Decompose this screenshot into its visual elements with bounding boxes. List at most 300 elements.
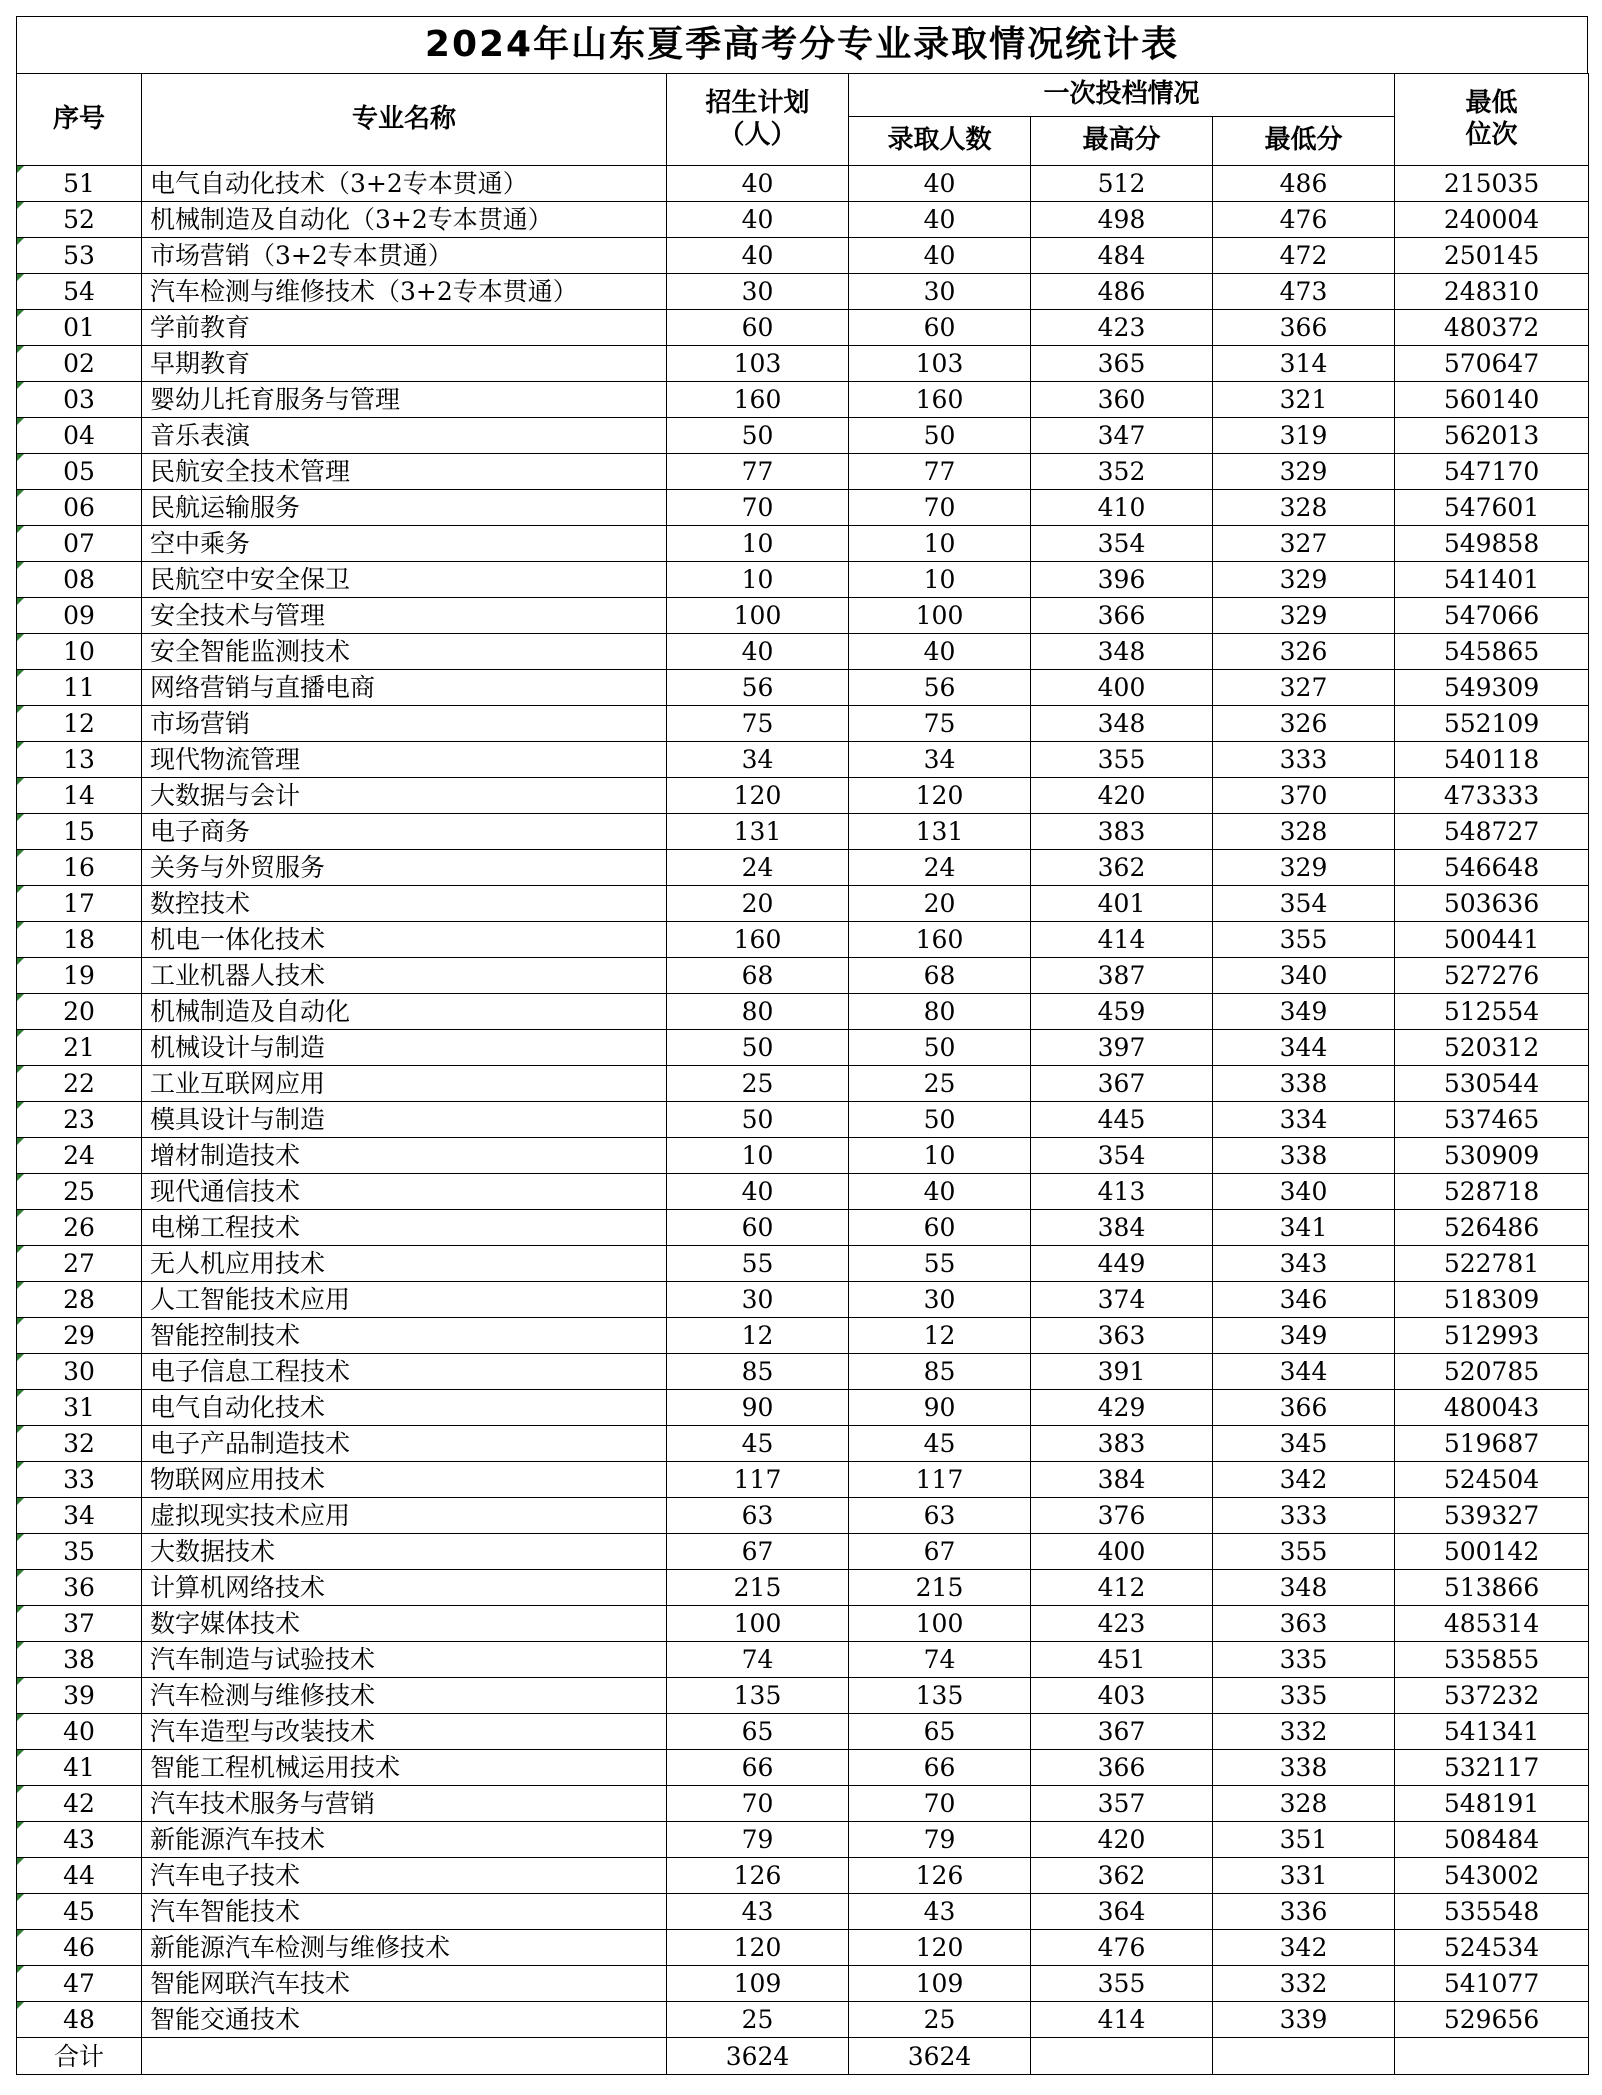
cell-admitted: 100 xyxy=(849,1606,1031,1642)
cell-seq: 24 xyxy=(17,1138,142,1174)
cell-admitted: 50 xyxy=(849,418,1031,454)
cell-max-score: 449 xyxy=(1031,1246,1213,1282)
cell-admitted: 90 xyxy=(849,1390,1031,1426)
cell-min-score: 355 xyxy=(1213,922,1395,958)
cell-min-score: 314 xyxy=(1213,346,1395,382)
cell-min-score: 366 xyxy=(1213,1390,1395,1426)
cell-max-score: 486 xyxy=(1031,274,1213,310)
table-row xyxy=(17,1858,1589,1894)
table-row xyxy=(17,814,1589,850)
cell-min-score: 326 xyxy=(1213,706,1395,742)
cell-min-score: 329 xyxy=(1213,598,1395,634)
table-header xyxy=(17,74,1589,166)
table-row xyxy=(17,1390,1589,1426)
cell-min-score: 334 xyxy=(1213,1102,1395,1138)
table-row xyxy=(17,1426,1589,1462)
cell-min-rank: 560140 xyxy=(1395,382,1589,418)
cell-admitted: 40 xyxy=(849,238,1031,274)
cell-min-rank: 547601 xyxy=(1395,490,1589,526)
cell-plan: 66 xyxy=(667,1750,849,1786)
cell-plan: 126 xyxy=(667,1858,849,1894)
cell-plan: 60 xyxy=(667,1210,849,1246)
cell-plan: 67 xyxy=(667,1534,849,1570)
cell-plan: 160 xyxy=(667,922,849,958)
cell-min-rank: 520312 xyxy=(1395,1030,1589,1066)
cell-admitted: 120 xyxy=(849,778,1031,814)
table-row xyxy=(17,1498,1589,1534)
table-row xyxy=(17,1570,1589,1606)
cell-max-score: 366 xyxy=(1031,598,1213,634)
cell-min-score: 472 xyxy=(1213,238,1395,274)
cell-major-name: 电梯工程技术 xyxy=(142,1210,667,1246)
cell-plan: 75 xyxy=(667,706,849,742)
cell-min-rank: 518309 xyxy=(1395,1282,1589,1318)
header-rank xyxy=(1395,74,1589,166)
cell-major-name: 早期教育 xyxy=(142,346,667,382)
cell-min-score: 329 xyxy=(1213,850,1395,886)
cell-max-score: 400 xyxy=(1031,670,1213,706)
cell-major-name: 关务与外贸服务 xyxy=(142,850,667,886)
cell-max-score: 410 xyxy=(1031,490,1213,526)
cell-min-rank: 535548 xyxy=(1395,1894,1589,1930)
total-name-empty xyxy=(142,2038,667,2075)
cell-max-score: 352 xyxy=(1031,454,1213,490)
cell-major-name: 新能源汽车技术 xyxy=(142,1822,667,1858)
cell-min-rank: 215035 xyxy=(1395,166,1589,202)
cell-plan: 85 xyxy=(667,1354,849,1390)
cell-min-score: 355 xyxy=(1213,1534,1395,1570)
cell-min-score: 338 xyxy=(1213,1138,1395,1174)
cell-major-name: 工业互联网应用 xyxy=(142,1066,667,1102)
cell-min-score: 328 xyxy=(1213,814,1395,850)
table-row xyxy=(17,1606,1589,1642)
cell-max-score: 429 xyxy=(1031,1390,1213,1426)
cell-plan: 70 xyxy=(667,1786,849,1822)
cell-admitted: 25 xyxy=(849,2002,1031,2038)
table-row xyxy=(17,562,1589,598)
header-plan-line1: 招生计划 xyxy=(705,88,810,119)
table-row xyxy=(17,1246,1589,1282)
cell-min-score: 486 xyxy=(1213,166,1395,202)
admission-table xyxy=(16,73,1589,2075)
cell-max-score: 400 xyxy=(1031,1534,1213,1570)
cell-seq: 04 xyxy=(17,418,142,454)
cell-min-score: 338 xyxy=(1213,1750,1395,1786)
cell-seq: 31 xyxy=(17,1390,142,1426)
cell-seq: 42 xyxy=(17,1786,142,1822)
cell-plan: 63 xyxy=(667,1498,849,1534)
cell-major-name: 网络营销与直播电商 xyxy=(142,670,667,706)
cell-seq: 37 xyxy=(17,1606,142,1642)
cell-seq: 43 xyxy=(17,1822,142,1858)
cell-major-name: 汽车技术服务与营销 xyxy=(142,1786,667,1822)
cell-major-name: 民航安全技术管理 xyxy=(142,454,667,490)
cell-plan: 34 xyxy=(667,742,849,778)
cell-min-rank: 503636 xyxy=(1395,886,1589,922)
cell-admitted: 60 xyxy=(849,1210,1031,1246)
cell-admitted: 45 xyxy=(849,1426,1031,1462)
cell-min-score: 333 xyxy=(1213,1498,1395,1534)
cell-plan: 109 xyxy=(667,1966,849,2002)
cell-min-score: 342 xyxy=(1213,1462,1395,1498)
header-plan-line2: （人） xyxy=(718,119,797,150)
cell-major-name: 大数据与会计 xyxy=(142,778,667,814)
cell-admitted: 10 xyxy=(849,526,1031,562)
total-admitted: 3624 xyxy=(849,2038,1031,2075)
table-body xyxy=(17,166,1589,2038)
cell-major-name: 增材制造技术 xyxy=(142,1138,667,1174)
cell-max-score: 383 xyxy=(1031,1426,1213,1462)
cell-seq: 02 xyxy=(17,346,142,382)
cell-min-rank: 512993 xyxy=(1395,1318,1589,1354)
cell-min-rank: 519687 xyxy=(1395,1426,1589,1462)
cell-plan: 25 xyxy=(667,1066,849,1102)
cell-min-score: 327 xyxy=(1213,670,1395,706)
header-max-score: 最高分 xyxy=(1031,117,1213,166)
cell-min-score: 349 xyxy=(1213,1318,1395,1354)
cell-admitted: 65 xyxy=(849,1714,1031,1750)
cell-admitted: 67 xyxy=(849,1534,1031,1570)
cell-max-score: 355 xyxy=(1031,742,1213,778)
cell-plan: 120 xyxy=(667,1930,849,1966)
cell-min-score: 344 xyxy=(1213,1354,1395,1390)
cell-seq: 45 xyxy=(17,1894,142,1930)
cell-max-score: 364 xyxy=(1031,1894,1213,1930)
header-seq: 序号 xyxy=(17,74,142,166)
cell-min-rank: 524534 xyxy=(1395,1930,1589,1966)
table-row xyxy=(17,1210,1589,1246)
cell-max-score: 347 xyxy=(1031,418,1213,454)
cell-min-rank: 545865 xyxy=(1395,634,1589,670)
cell-min-rank: 520785 xyxy=(1395,1354,1589,1390)
cell-min-score: 340 xyxy=(1213,958,1395,994)
cell-plan: 100 xyxy=(667,598,849,634)
cell-seq: 01 xyxy=(17,310,142,346)
cell-major-name: 机械制造及自动化（3+2专本贯通） xyxy=(142,202,667,238)
cell-plan: 56 xyxy=(667,670,849,706)
table-row xyxy=(17,1462,1589,1498)
cell-plan: 80 xyxy=(667,994,849,1030)
cell-admitted: 34 xyxy=(849,742,1031,778)
table-row xyxy=(17,274,1589,310)
cell-seq: 41 xyxy=(17,1750,142,1786)
cell-admitted: 68 xyxy=(849,958,1031,994)
cell-seq: 19 xyxy=(17,958,142,994)
table-row xyxy=(17,202,1589,238)
cell-plan: 79 xyxy=(667,1822,849,1858)
cell-max-score: 374 xyxy=(1031,1282,1213,1318)
total-plan: 3624 xyxy=(667,2038,849,2075)
cell-major-name: 市场营销（3+2专本贯通） xyxy=(142,238,667,274)
cell-min-rank: 250145 xyxy=(1395,238,1589,274)
cell-min-score: 370 xyxy=(1213,778,1395,814)
cell-major-name: 市场营销 xyxy=(142,706,667,742)
cell-max-score: 383 xyxy=(1031,814,1213,850)
cell-max-score: 348 xyxy=(1031,634,1213,670)
cell-max-score: 363 xyxy=(1031,1318,1213,1354)
table-row xyxy=(17,598,1589,634)
cell-min-rank: 524504 xyxy=(1395,1462,1589,1498)
cell-min-score: 332 xyxy=(1213,1714,1395,1750)
cell-plan: 74 xyxy=(667,1642,849,1678)
header-min-score: 最低分 xyxy=(1213,117,1395,166)
table-row xyxy=(17,1750,1589,1786)
cell-seq: 27 xyxy=(17,1246,142,1282)
cell-admitted: 63 xyxy=(849,1498,1031,1534)
cell-min-rank: 528718 xyxy=(1395,1174,1589,1210)
cell-plan: 90 xyxy=(667,1390,849,1426)
table-footer xyxy=(17,2038,1589,2075)
cell-plan: 40 xyxy=(667,202,849,238)
table-row xyxy=(17,1534,1589,1570)
cell-min-rank: 473333 xyxy=(1395,778,1589,814)
cell-min-rank: 549858 xyxy=(1395,526,1589,562)
cell-major-name: 汽车智能技术 xyxy=(142,1894,667,1930)
table-row xyxy=(17,1714,1589,1750)
cell-major-name: 汽车电子技术 xyxy=(142,1858,667,1894)
cell-admitted: 85 xyxy=(849,1354,1031,1390)
cell-min-score: 335 xyxy=(1213,1678,1395,1714)
cell-plan: 43 xyxy=(667,1894,849,1930)
table-row xyxy=(17,1786,1589,1822)
cell-admitted: 135 xyxy=(849,1678,1031,1714)
cell-max-score: 362 xyxy=(1031,850,1213,886)
cell-major-name: 工业机器人技术 xyxy=(142,958,667,994)
cell-min-score: 473 xyxy=(1213,274,1395,310)
cell-major-name: 智能控制技术 xyxy=(142,1318,667,1354)
cell-seq: 30 xyxy=(17,1354,142,1390)
table-row xyxy=(17,994,1589,1030)
cell-seq: 18 xyxy=(17,922,142,958)
cell-seq: 52 xyxy=(17,202,142,238)
cell-admitted: 10 xyxy=(849,1138,1031,1174)
cell-max-score: 367 xyxy=(1031,1714,1213,1750)
table-row xyxy=(17,1822,1589,1858)
cell-plan: 40 xyxy=(667,166,849,202)
cell-admitted: 50 xyxy=(849,1102,1031,1138)
cell-plan: 25 xyxy=(667,2002,849,2038)
cell-major-name: 汽车造型与改装技术 xyxy=(142,1714,667,1750)
cell-seq: 39 xyxy=(17,1678,142,1714)
cell-admitted: 12 xyxy=(849,1318,1031,1354)
cell-min-rank: 537232 xyxy=(1395,1678,1589,1714)
table-row xyxy=(17,418,1589,454)
cell-admitted: 109 xyxy=(849,1966,1031,2002)
cell-max-score: 362 xyxy=(1031,1858,1213,1894)
page-title: 2024年山东夏季高考分专业录取情况统计表 xyxy=(16,16,1588,73)
table-row xyxy=(17,1138,1589,1174)
cell-seq: 53 xyxy=(17,238,142,274)
cell-max-score: 445 xyxy=(1031,1102,1213,1138)
cell-seq: 29 xyxy=(17,1318,142,1354)
cell-major-name: 电子商务 xyxy=(142,814,667,850)
cell-min-score: 366 xyxy=(1213,310,1395,346)
cell-major-name: 数控技术 xyxy=(142,886,667,922)
cell-seq: 34 xyxy=(17,1498,142,1534)
cell-seq: 48 xyxy=(17,2002,142,2038)
cell-min-rank: 527276 xyxy=(1395,958,1589,994)
cell-min-score: 327 xyxy=(1213,526,1395,562)
cell-max-score: 387 xyxy=(1031,958,1213,994)
cell-plan: 30 xyxy=(667,1282,849,1318)
cell-min-rank: 522781 xyxy=(1395,1246,1589,1282)
total-rank-empty xyxy=(1395,2038,1589,2075)
cell-min-score: 339 xyxy=(1213,2002,1395,2038)
cell-seq: 28 xyxy=(17,1282,142,1318)
table-row xyxy=(17,1894,1589,1930)
cell-min-rank: 570647 xyxy=(1395,346,1589,382)
cell-major-name: 民航运输服务 xyxy=(142,490,667,526)
cell-max-score: 412 xyxy=(1031,1570,1213,1606)
cell-max-score: 414 xyxy=(1031,2002,1213,2038)
cell-seq: 17 xyxy=(17,886,142,922)
cell-max-score: 354 xyxy=(1031,526,1213,562)
cell-min-score: 363 xyxy=(1213,1606,1395,1642)
cell-max-score: 420 xyxy=(1031,1822,1213,1858)
cell-admitted: 77 xyxy=(849,454,1031,490)
cell-plan: 120 xyxy=(667,778,849,814)
cell-plan: 68 xyxy=(667,958,849,994)
cell-plan: 40 xyxy=(667,238,849,274)
cell-max-score: 403 xyxy=(1031,1678,1213,1714)
table-row xyxy=(17,1678,1589,1714)
header-admitted: 录取人数 xyxy=(849,117,1031,166)
header-name: 专业名称 xyxy=(142,74,667,166)
cell-min-score: 348 xyxy=(1213,1570,1395,1606)
cell-min-rank: 537465 xyxy=(1395,1102,1589,1138)
cell-plan: 10 xyxy=(667,1138,849,1174)
table-row xyxy=(17,1174,1589,1210)
cell-admitted: 74 xyxy=(849,1642,1031,1678)
cell-admitted: 25 xyxy=(849,1066,1031,1102)
cell-plan: 50 xyxy=(667,1102,849,1138)
cell-max-score: 420 xyxy=(1031,778,1213,814)
cell-seq: 33 xyxy=(17,1462,142,1498)
table-row xyxy=(17,454,1589,490)
cell-min-rank: 532117 xyxy=(1395,1750,1589,1786)
cell-max-score: 401 xyxy=(1031,886,1213,922)
cell-major-name: 民航空中安全保卫 xyxy=(142,562,667,598)
cell-seq: 35 xyxy=(17,1534,142,1570)
cell-admitted: 131 xyxy=(849,814,1031,850)
cell-admitted: 117 xyxy=(849,1462,1031,1498)
cell-plan: 100 xyxy=(667,1606,849,1642)
cell-seq: 25 xyxy=(17,1174,142,1210)
cell-max-score: 355 xyxy=(1031,1966,1213,2002)
cell-min-rank: 529656 xyxy=(1395,2002,1589,2038)
cell-plan: 24 xyxy=(667,850,849,886)
cell-admitted: 10 xyxy=(849,562,1031,598)
cell-min-rank: 540118 xyxy=(1395,742,1589,778)
cell-min-rank: 547066 xyxy=(1395,598,1589,634)
cell-seq: 23 xyxy=(17,1102,142,1138)
cell-admitted: 50 xyxy=(849,1030,1031,1066)
cell-major-name: 新能源汽车检测与维修技术 xyxy=(142,1930,667,1966)
table-row xyxy=(17,346,1589,382)
cell-major-name: 电子信息工程技术 xyxy=(142,1354,667,1390)
table-row xyxy=(17,2002,1589,2038)
cell-seq: 14 xyxy=(17,778,142,814)
cell-admitted: 24 xyxy=(849,850,1031,886)
cell-min-rank: 512554 xyxy=(1395,994,1589,1030)
cell-min-score: 336 xyxy=(1213,1894,1395,1930)
table-row xyxy=(17,238,1589,274)
table-row xyxy=(17,166,1589,202)
cell-plan: 10 xyxy=(667,562,849,598)
cell-min-score: 335 xyxy=(1213,1642,1395,1678)
cell-max-score: 512 xyxy=(1031,166,1213,202)
table-row xyxy=(17,634,1589,670)
cell-admitted: 79 xyxy=(849,1822,1031,1858)
cell-major-name: 计算机网络技术 xyxy=(142,1570,667,1606)
cell-admitted: 126 xyxy=(849,1858,1031,1894)
cell-min-rank: 240004 xyxy=(1395,202,1589,238)
cell-major-name: 模具设计与制造 xyxy=(142,1102,667,1138)
cell-min-rank: 248310 xyxy=(1395,274,1589,310)
header-first-round: 一次投档情况 xyxy=(849,74,1395,117)
cell-major-name: 机电一体化技术 xyxy=(142,922,667,958)
cell-plan: 40 xyxy=(667,634,849,670)
cell-max-score: 476 xyxy=(1031,1930,1213,1966)
cell-admitted: 160 xyxy=(849,382,1031,418)
cell-min-rank: 548727 xyxy=(1395,814,1589,850)
table-row xyxy=(17,1930,1589,1966)
cell-seq: 26 xyxy=(17,1210,142,1246)
cell-plan: 117 xyxy=(667,1462,849,1498)
cell-seq: 44 xyxy=(17,1858,142,1894)
cell-admitted: 40 xyxy=(849,634,1031,670)
cell-admitted: 80 xyxy=(849,994,1031,1030)
cell-seq: 51 xyxy=(17,166,142,202)
cell-major-name: 空中乘务 xyxy=(142,526,667,562)
cell-seq: 36 xyxy=(17,1570,142,1606)
cell-seq: 05 xyxy=(17,454,142,490)
cell-admitted: 75 xyxy=(849,706,1031,742)
cell-seq: 06 xyxy=(17,490,142,526)
cell-admitted: 30 xyxy=(849,274,1031,310)
cell-min-score: 328 xyxy=(1213,1786,1395,1822)
cell-min-score: 329 xyxy=(1213,562,1395,598)
cell-seq: 32 xyxy=(17,1426,142,1462)
cell-max-score: 413 xyxy=(1031,1174,1213,1210)
cell-major-name: 智能交通技术 xyxy=(142,2002,667,2038)
cell-max-score: 391 xyxy=(1031,1354,1213,1390)
cell-major-name: 音乐表演 xyxy=(142,418,667,454)
cell-plan: 50 xyxy=(667,1030,849,1066)
cell-major-name: 现代通信技术 xyxy=(142,1174,667,1210)
cell-plan: 77 xyxy=(667,454,849,490)
cell-major-name: 婴幼儿托育服务与管理 xyxy=(142,382,667,418)
cell-min-rank: 549309 xyxy=(1395,670,1589,706)
cell-min-rank: 546648 xyxy=(1395,850,1589,886)
cell-max-score: 376 xyxy=(1031,1498,1213,1534)
cell-min-score: 338 xyxy=(1213,1066,1395,1102)
cell-min-rank: 500441 xyxy=(1395,922,1589,958)
cell-min-rank: 480043 xyxy=(1395,1390,1589,1426)
cell-seq: 13 xyxy=(17,742,142,778)
cell-seq: 07 xyxy=(17,526,142,562)
cell-max-score: 451 xyxy=(1031,1642,1213,1678)
cell-seq: 09 xyxy=(17,598,142,634)
cell-min-score: 351 xyxy=(1213,1822,1395,1858)
cell-major-name: 安全技术与管理 xyxy=(142,598,667,634)
cell-major-name: 电子产品制造技术 xyxy=(142,1426,667,1462)
table-row xyxy=(17,742,1589,778)
cell-min-rank: 480372 xyxy=(1395,310,1589,346)
cell-min-rank: 541077 xyxy=(1395,1966,1589,2002)
cell-major-name: 机械设计与制造 xyxy=(142,1030,667,1066)
header-rank-line2: 位次 xyxy=(1465,119,1518,150)
